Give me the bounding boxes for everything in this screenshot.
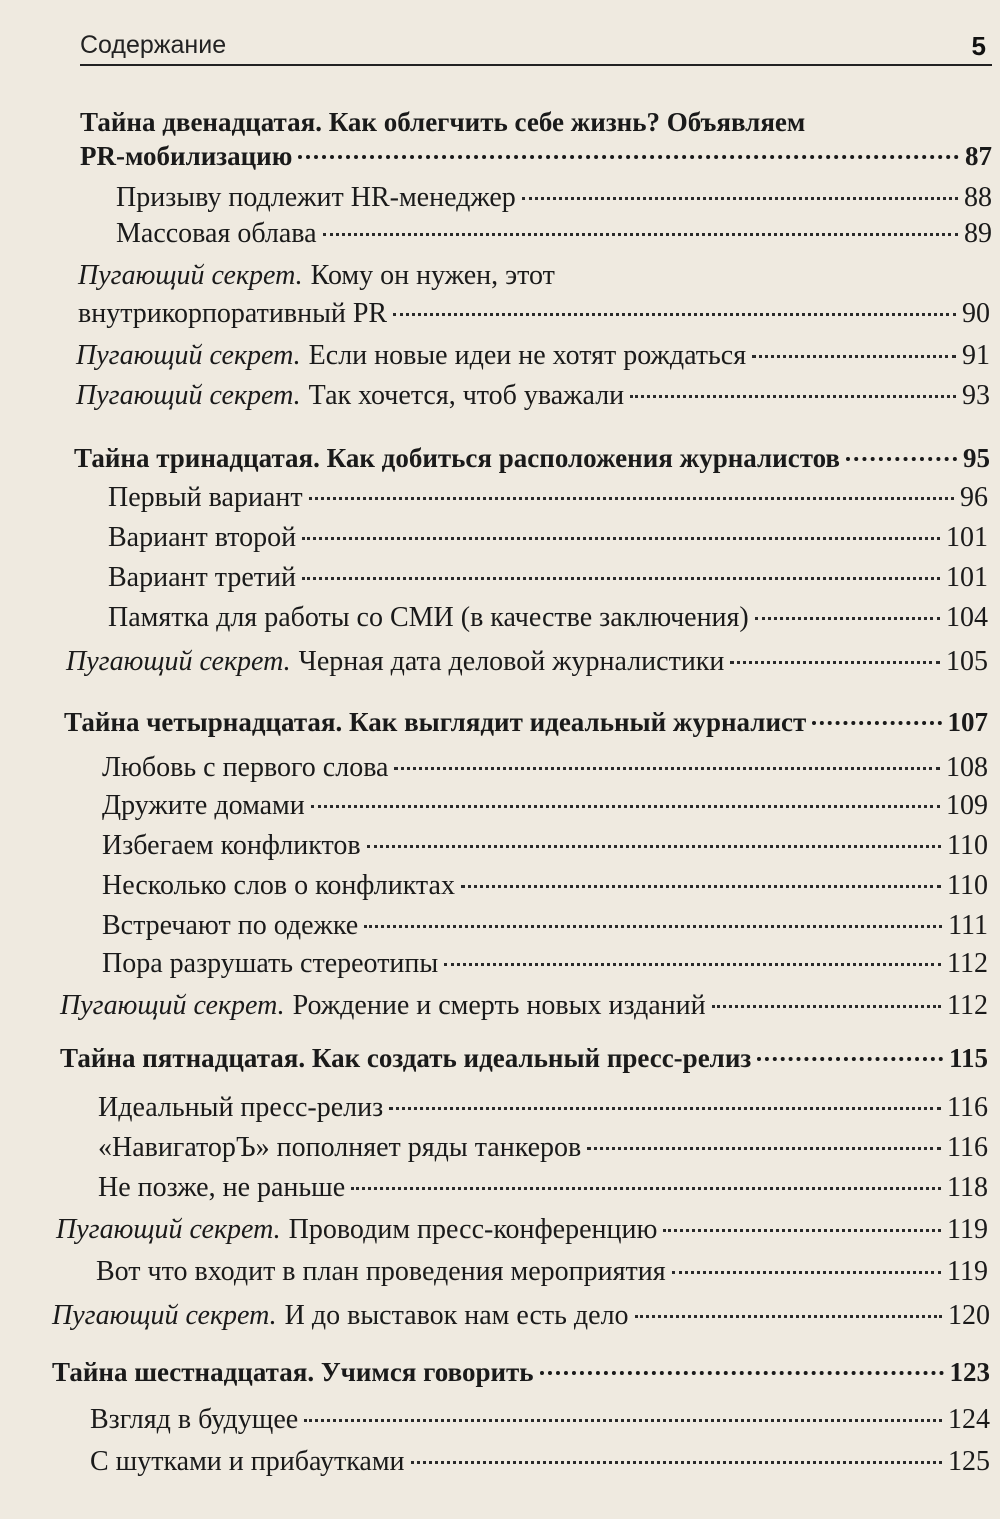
secret-title: Так хочется, чтоб уважали <box>308 380 625 411</box>
item-title: Любовь с первого слова <box>102 752 389 783</box>
dot-leader <box>587 1147 941 1150</box>
header-page-number: 5 <box>971 31 986 61</box>
dot-leader <box>394 767 940 770</box>
chapter-entry[interactable] <box>52 1354 990 1390</box>
chapter-title-line1[interactable]: Тайна двенадцатая. Как облегчить себе жизнь? Объявляем <box>80 107 806 137</box>
page-number: 120 <box>948 1300 990 1331</box>
chapter-entry[interactable] <box>64 704 988 740</box>
header-section-title: Содержание <box>80 31 227 59</box>
toc-item[interactable] <box>108 520 988 556</box>
dot-leader <box>302 577 940 580</box>
item-title: Взгляд в будущее <box>90 1404 299 1435</box>
toc-item[interactable] <box>98 1170 988 1206</box>
page-number: 111 <box>948 910 988 941</box>
page-number: 118 <box>947 1172 988 1203</box>
dot-leader <box>461 885 941 888</box>
toc-item[interactable] <box>90 1444 990 1480</box>
page-number: 89 <box>964 218 992 249</box>
item-title: Вариант третий <box>108 562 296 593</box>
item-title: Массовая облава <box>116 218 317 249</box>
item-title: Несколько слов о конфликтах <box>102 870 455 901</box>
page-number: 88 <box>964 182 992 213</box>
page-number: 101 <box>946 522 988 553</box>
toc-item[interactable] <box>116 216 992 252</box>
secret-title-line2: внутрикорпоративный PR <box>78 298 388 329</box>
page-number: 109 <box>946 790 988 821</box>
chapter-title: Тайна пятнадцатая. Как создать идеальный пресс-релиз <box>60 1043 752 1073</box>
item-title: Вот что входит в план проведения мероприятия <box>96 1256 666 1287</box>
chapter-entry[interactable] <box>80 138 992 174</box>
dot-leader <box>304 1419 942 1422</box>
secret-entry[interactable] <box>76 378 990 414</box>
page-number: 93 <box>962 380 990 411</box>
page-number: 112 <box>947 990 988 1021</box>
dot-leader <box>367 845 941 848</box>
dot-leader <box>393 313 956 316</box>
secret-entry[interactable] <box>56 1212 988 1248</box>
toc-item[interactable] <box>98 1130 988 1166</box>
page-number: 116 <box>947 1132 988 1163</box>
dot-leader <box>757 1057 943 1061</box>
toc-item[interactable] <box>102 750 988 786</box>
dot-leader <box>752 355 956 358</box>
secret-entry[interactable] <box>78 296 990 332</box>
item-title: Идеальный пресс-релиз <box>98 1092 384 1123</box>
toc-item[interactable] <box>102 828 988 864</box>
page-number: 119 <box>947 1256 988 1287</box>
dot-leader <box>635 1315 942 1318</box>
chapter-title: Тайна четырнадцатая. Как выглядит идеальный журналист <box>64 707 807 737</box>
item-title: «НавигаторЪ» пополняет ряды танкеров <box>98 1132 582 1163</box>
page-number: 110 <box>947 870 988 901</box>
page-number: 112 <box>947 948 988 979</box>
chapter-title: Тайна тринадцатая. Как добиться расположения журналистов <box>74 443 841 473</box>
dot-leader <box>522 197 958 200</box>
dot-leader <box>812 721 941 725</box>
page-number: 101 <box>946 562 988 593</box>
toc-item[interactable] <box>96 1254 988 1290</box>
dot-leader <box>540 1371 944 1375</box>
dot-leader <box>663 1229 941 1232</box>
dot-leader <box>755 617 940 620</box>
page-number: 125 <box>948 1446 990 1477</box>
dot-leader <box>389 1107 941 1110</box>
page-number: 105 <box>946 646 988 677</box>
item-title: С шутками и прибаутками <box>90 1446 405 1477</box>
page-number: 124 <box>948 1404 990 1435</box>
secret-lead: Пугающий секрет. <box>52 1300 277 1331</box>
secret-entry[interactable] <box>52 1298 990 1334</box>
toc-item[interactable] <box>102 908 988 944</box>
secret-lead: Пугающий секрет. <box>76 340 301 371</box>
dot-leader <box>672 1271 941 1274</box>
item-title: Избегаем конфликтов <box>102 830 361 861</box>
item-title: Встречают по одежке <box>102 910 359 941</box>
secret-title: Проводим пресс-конференцию <box>288 1214 658 1245</box>
item-title: Пора разрушать стереотипы <box>102 948 439 979</box>
page-number: 107 <box>947 707 988 737</box>
dot-leader <box>730 661 940 664</box>
page-number: 110 <box>947 830 988 861</box>
item-title: Первый вариант <box>108 482 303 513</box>
secret-lead: Пугающий секрет. <box>56 1214 281 1245</box>
secret-title: Если новые идеи не хотят рождаться <box>308 340 747 371</box>
secret-lead: Пугающий секрет. <box>78 260 303 291</box>
item-title: Вариант второй <box>108 522 297 553</box>
toc-item[interactable] <box>116 180 992 216</box>
toc-item[interactable] <box>108 560 988 596</box>
secret-title-line1: Кому он нужен, этот <box>310 260 555 291</box>
item-title: Не позже, не раньше <box>98 1172 346 1203</box>
page-number: 91 <box>962 340 990 371</box>
page-number: 108 <box>946 752 988 783</box>
toc-item[interactable] <box>90 1402 990 1438</box>
chapter-entry[interactable] <box>60 1040 988 1076</box>
dot-leader <box>302 537 940 540</box>
chapter-entry[interactable] <box>74 440 990 476</box>
secret-entry-line1[interactable] <box>78 258 555 294</box>
secret-title: И до выставок нам есть дело <box>284 1300 629 1331</box>
toc-item[interactable] <box>108 600 988 636</box>
page-number: 116 <box>947 1092 988 1123</box>
dot-leader <box>846 457 957 461</box>
page-number: 104 <box>946 602 988 633</box>
page-number: 119 <box>947 1214 988 1245</box>
secret-entry[interactable] <box>76 338 990 374</box>
toc-item[interactable] <box>102 946 988 982</box>
chapter-title: Тайна шестнадцатая. Учимся говорить <box>52 1357 534 1387</box>
dot-leader <box>309 497 954 500</box>
page-number: 87 <box>965 141 992 171</box>
page-number: 96 <box>960 482 988 513</box>
dot-leader <box>351 1187 941 1190</box>
item-title: Дружите домами <box>102 790 305 821</box>
secret-title: Рождение и смерть новых изданий <box>292 990 706 1021</box>
chapter-title: PR-мобилизацию <box>80 141 293 171</box>
secret-lead: Пугающий секрет. <box>76 380 301 411</box>
secret-lead: Пугающий секрет. <box>60 990 285 1021</box>
secret-entry[interactable] <box>60 988 988 1024</box>
dot-leader <box>630 395 956 398</box>
toc-item[interactable] <box>102 788 988 824</box>
secret-title: Черная дата деловой журналистики <box>298 646 725 677</box>
secret-lead: Пугающий секрет. <box>66 646 291 677</box>
page-number: 95 <box>963 443 990 473</box>
toc-item[interactable] <box>102 868 988 904</box>
dot-leader <box>311 805 940 808</box>
toc-item[interactable] <box>98 1090 988 1126</box>
item-title: Памятка для работы со СМИ (в качестве заключения) <box>108 602 749 633</box>
page-number: 123 <box>949 1357 990 1387</box>
page-number: 115 <box>948 1043 988 1073</box>
dot-leader <box>298 155 959 159</box>
dot-leader <box>411 1461 942 1464</box>
dot-leader <box>364 925 942 928</box>
item-title: Призыву подлежит HR-менеджер <box>116 182 516 213</box>
dot-leader <box>323 233 958 236</box>
dot-leader <box>444 963 941 966</box>
dot-leader <box>712 1005 941 1008</box>
secret-entry[interactable] <box>66 644 988 680</box>
page-number: 90 <box>962 298 990 329</box>
toc-item[interactable] <box>108 480 988 516</box>
